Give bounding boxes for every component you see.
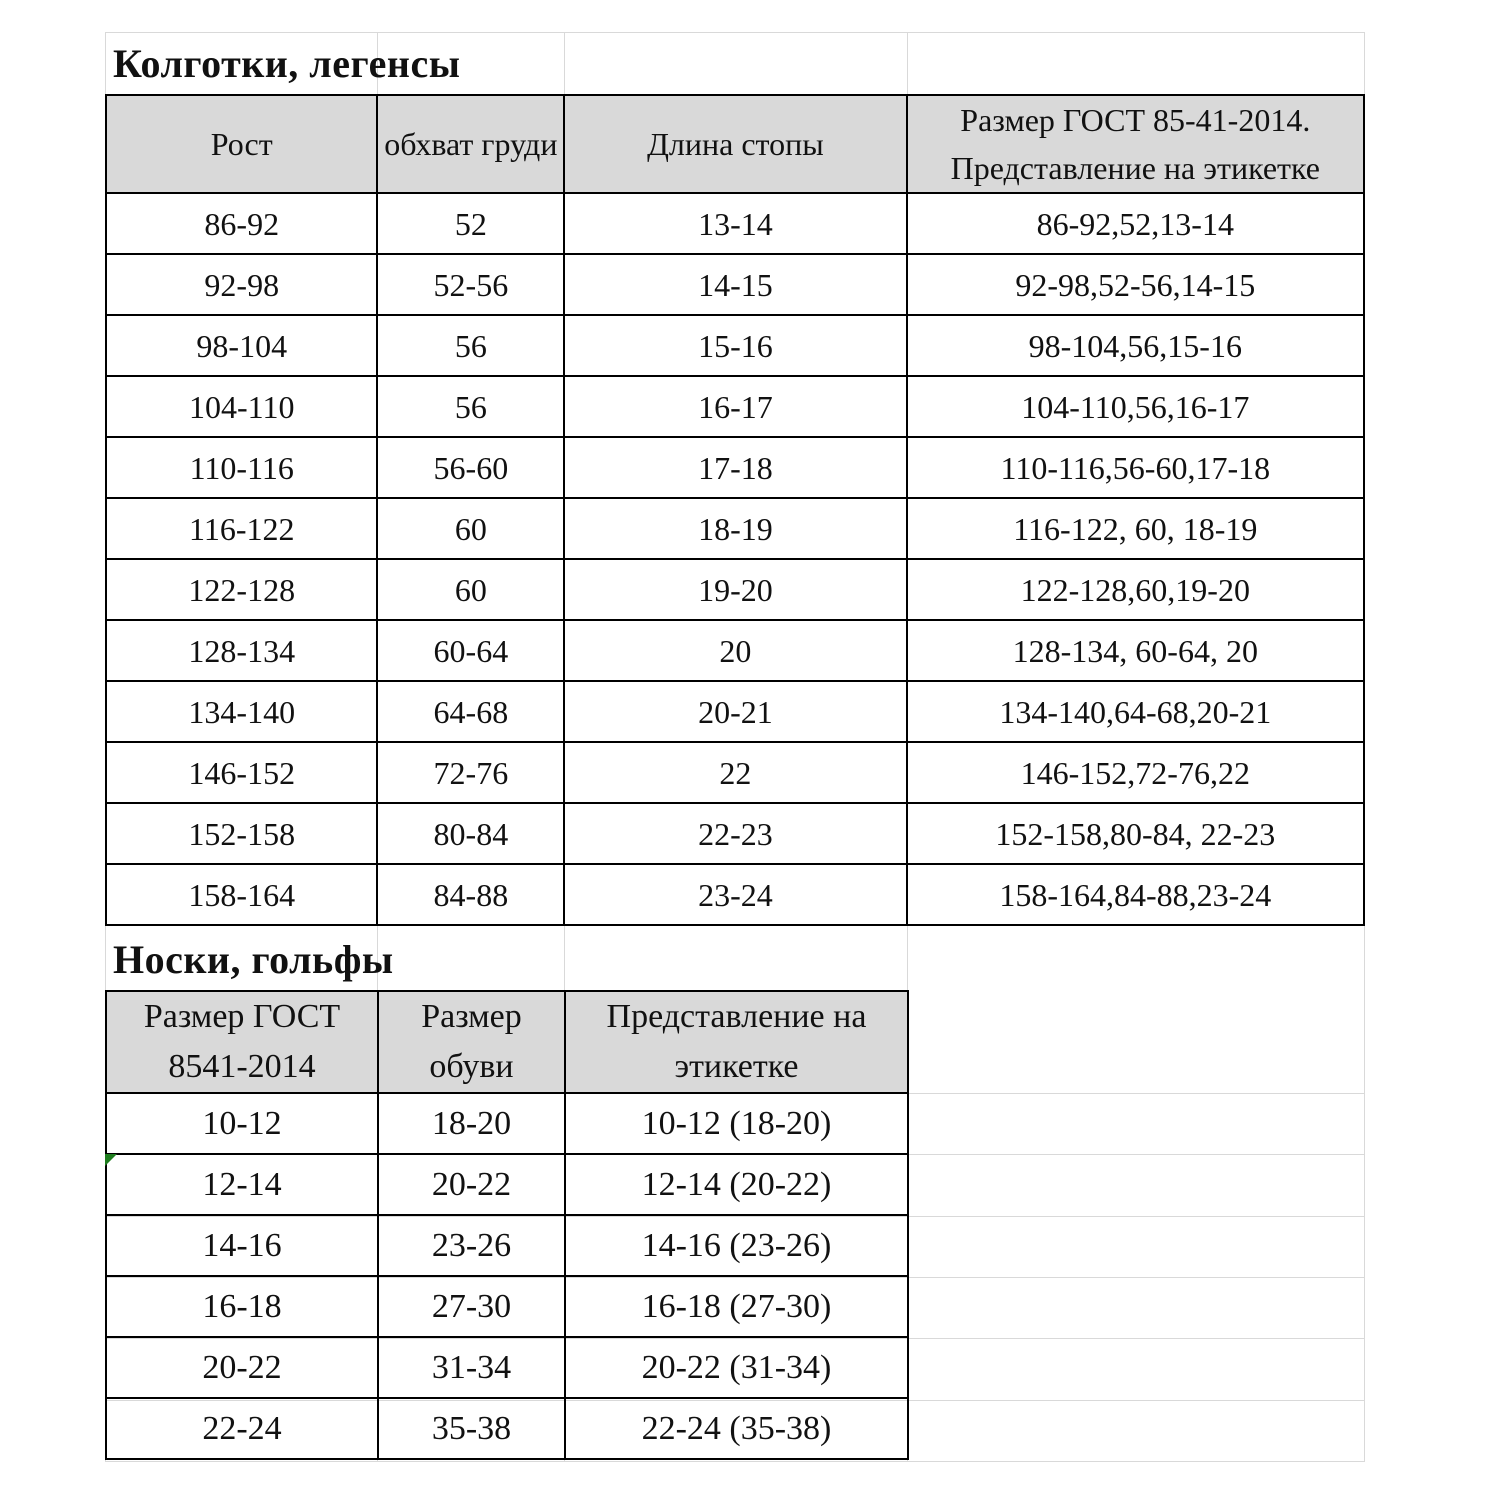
table-cell: 20-22 — [378, 1154, 565, 1215]
table-cell: 60 — [377, 559, 564, 620]
table-cell: 86-92,52,13-14 — [907, 193, 1364, 254]
table-row — [106, 742, 1364, 803]
table-cell: 10-12 — [106, 1093, 378, 1154]
table-cell: 134-140,64-68,20-21 — [907, 681, 1364, 742]
table-cell: 20-22 (31-34) — [565, 1337, 908, 1398]
table-row — [106, 254, 1364, 315]
table-cell: 80-84 — [377, 803, 564, 864]
header-shoe-size: Размер обуви — [378, 991, 565, 1093]
table-row — [106, 1398, 908, 1459]
table-cell: 128-134, 60-64, 20 — [907, 620, 1364, 681]
socks-size-table — [105, 990, 909, 1460]
table-cell: 15-16 — [564, 315, 906, 376]
table-cell: 52-56 — [377, 254, 564, 315]
table-cell: 72-76 — [377, 742, 564, 803]
table-cell: 13-14 — [564, 193, 906, 254]
table-cell: 14-16 (23-26) — [565, 1215, 908, 1276]
table-row — [106, 803, 1364, 864]
table-cell: 104-110,56,16-17 — [907, 376, 1364, 437]
table-row — [106, 437, 1364, 498]
table-cell: 52 — [377, 193, 564, 254]
header-foot-length: Длина стопы — [564, 95, 906, 193]
table-cell: 116-122, 60, 18-19 — [907, 498, 1364, 559]
table-cell: 104-110 — [106, 376, 377, 437]
header-gost-size: Размер ГОСТ 8541-2014 — [106, 991, 378, 1093]
table-cell: 84-88 — [377, 864, 564, 925]
table-row — [106, 1276, 908, 1337]
table-cell: 22-23 — [564, 803, 906, 864]
table-cell: 16-18 (27-30) — [565, 1276, 908, 1337]
table-cell: 56 — [377, 315, 564, 376]
table-cell: 60 — [377, 498, 564, 559]
table-row — [106, 193, 1364, 254]
table-cell: 122-128,60,19-20 — [907, 559, 1364, 620]
header-height: Рост — [106, 95, 377, 193]
table-cell: 64-68 — [377, 681, 564, 742]
table-cell: 14-16 — [106, 1215, 378, 1276]
table-row — [106, 681, 1364, 742]
table-cell: 110-116 — [106, 437, 377, 498]
table-cell: 92-98 — [106, 254, 377, 315]
table-cell: 14-15 — [564, 254, 906, 315]
table-row — [106, 498, 1364, 559]
table-cell: 158-164,84-88,23-24 — [907, 864, 1364, 925]
header-gost-label: Размер ГОСТ 85-41-2014. Представление на этикетке — [907, 95, 1364, 193]
table-cell: 17-18 — [564, 437, 906, 498]
table-cell: 19-20 — [564, 559, 906, 620]
table-cell: 10-12 (18-20) — [565, 1093, 908, 1154]
table-cell: 20 — [564, 620, 906, 681]
table-cell: 116-122 — [106, 498, 377, 559]
table-cell: 152-158 — [106, 803, 377, 864]
table-cell: 152-158,80-84, 22-23 — [907, 803, 1364, 864]
gridline — [105, 32, 1365, 33]
table-row — [106, 1337, 908, 1398]
table-header-row — [106, 95, 1364, 193]
cell-error-indicator — [105, 1154, 117, 1166]
table-cell: 86-92 — [106, 193, 377, 254]
header-chest: обхват груди — [377, 95, 564, 193]
table-cell: 146-152 — [106, 742, 377, 803]
tights-size-table — [105, 94, 1365, 926]
section-title-tights: Колготки, легенсы — [113, 41, 461, 86]
table-cell: 12-14 — [106, 1154, 378, 1215]
table-cell: 23-24 — [564, 864, 906, 925]
table-row — [106, 620, 1364, 681]
table-cell: 18-19 — [564, 498, 906, 559]
table-cell: 12-14 (20-22) — [565, 1154, 908, 1215]
table-cell: 98-104,56,15-16 — [907, 315, 1364, 376]
table-cell: 122-128 — [106, 559, 377, 620]
table-cell: 98-104 — [106, 315, 377, 376]
table-cell: 158-164 — [106, 864, 377, 925]
table-cell: 22-24 — [106, 1398, 378, 1459]
table-cell: 146-152,72-76,22 — [907, 742, 1364, 803]
table-cell: 92-98,52-56,14-15 — [907, 254, 1364, 315]
table-cell: 110-116,56-60,17-18 — [907, 437, 1364, 498]
table-cell: 23-26 — [378, 1215, 565, 1276]
table-cell: 18-20 — [378, 1093, 565, 1154]
table-cell: 20-21 — [564, 681, 906, 742]
table-cell: 134-140 — [106, 681, 377, 742]
table-cell: 16-18 — [106, 1276, 378, 1337]
gridline — [105, 1461, 1365, 1462]
table-cell: 16-17 — [564, 376, 906, 437]
table-cell: 35-38 — [378, 1398, 565, 1459]
table-row — [106, 1093, 908, 1154]
table-header-row — [106, 991, 908, 1093]
table-cell: 27-30 — [378, 1276, 565, 1337]
section-title-socks: Носки, гольфы — [113, 937, 394, 982]
table-cell: 22-24 (35-38) — [565, 1398, 908, 1459]
table-cell: 60-64 — [377, 620, 564, 681]
table-cell: 56-60 — [377, 437, 564, 498]
table-cell: 20-22 — [106, 1337, 378, 1398]
table-row — [106, 559, 1364, 620]
table-row — [106, 1154, 908, 1215]
table-row — [106, 864, 1364, 925]
table-row — [106, 1215, 908, 1276]
spreadsheet-sheet — [105, 32, 1365, 1462]
table-row — [106, 315, 1364, 376]
table-cell: 128-134 — [106, 620, 377, 681]
table-row — [106, 376, 1364, 437]
table-cell: 31-34 — [378, 1337, 565, 1398]
header-label-representation: Представление на этикетке — [565, 991, 908, 1093]
table-cell: 56 — [377, 376, 564, 437]
table-cell: 22 — [564, 742, 906, 803]
